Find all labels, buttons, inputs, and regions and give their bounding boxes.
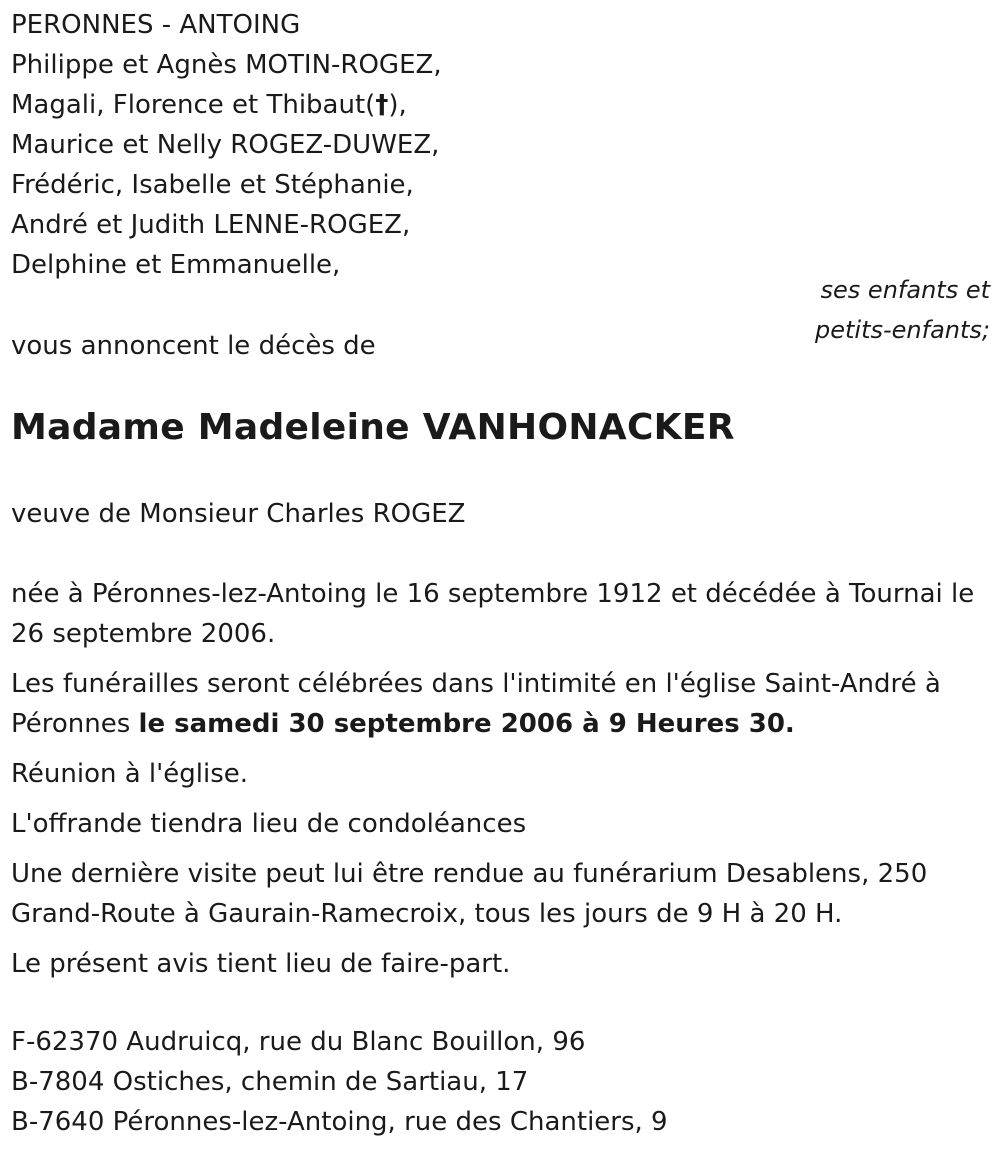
signature-line-2: petits-enfants; bbox=[815, 316, 990, 344]
children-line-end: ), bbox=[388, 90, 407, 120]
notice-text: Le présent avis tient lieu de faire-part. bbox=[11, 949, 511, 979]
address-line: B-7640 Péronnes-lez-Antoing, rue des Chantiers, 9 bbox=[11, 1107, 668, 1137]
address-line: F-62370 Audruicq, rue du Blanc Bouillon, 96 bbox=[11, 1027, 586, 1057]
family-line: Delphine et Emmanuelle, bbox=[11, 250, 341, 280]
family-line: Frédéric, Isabelle et Stéphanie, bbox=[11, 170, 414, 200]
family-signature bbox=[815, 270, 990, 350]
offering-text: L'offrande tiendra lieu de condoléances bbox=[11, 809, 527, 839]
meeting-text: Réunion à l'église. bbox=[11, 759, 249, 789]
birth-death-text: née à Péronnes-lez-Antoing le 16 septembre 1912 et décédée à Tournai le 26 septembre 2006. bbox=[11, 579, 975, 649]
address-line: B-7804 Ostiches, chemin de Sartiau, 17 bbox=[11, 1067, 529, 1097]
deceased-name: Madame Madeleine VANHONACKER bbox=[11, 407, 735, 448]
visit-text: Une dernière visite peut lui être rendue au funérarium Desablens, 250 Grand-Route à Gaurain-Ramecroix, tous les jours de 9 H à 20 H. bbox=[11, 859, 928, 929]
announcement-text: vous annoncent le décès de bbox=[11, 331, 376, 361]
children-names: Magali, Florence et Thibaut( bbox=[11, 90, 376, 120]
location-heading: PERONNES - ANTOING bbox=[11, 10, 301, 40]
family-line: Maurice et Nelly ROGEZ-DUWEZ, bbox=[11, 130, 440, 160]
cross-icon: † bbox=[375, 90, 389, 120]
funeral-location: Les funérailles seront célébrées dans l'intimité en l'église Saint-André à Péronnes bbox=[11, 669, 941, 739]
address-list bbox=[11, 1022, 668, 1142]
family-header bbox=[11, 5, 442, 285]
family-line: Philippe et Agnès MOTIN-ROGEZ, bbox=[11, 50, 442, 80]
funeral-text bbox=[11, 664, 996, 744]
signature-line-1: ses enfants et bbox=[820, 276, 990, 304]
funeral-date: le samedi 30 septembre 2006 à 9 Heures 30. bbox=[138, 709, 795, 739]
notice-details bbox=[11, 574, 996, 994]
children-line bbox=[11, 85, 442, 125]
family-line: André et Judith LENNE-ROGEZ, bbox=[11, 210, 411, 240]
widow-of-text: veuve de Monsieur Charles ROGEZ bbox=[11, 499, 466, 529]
